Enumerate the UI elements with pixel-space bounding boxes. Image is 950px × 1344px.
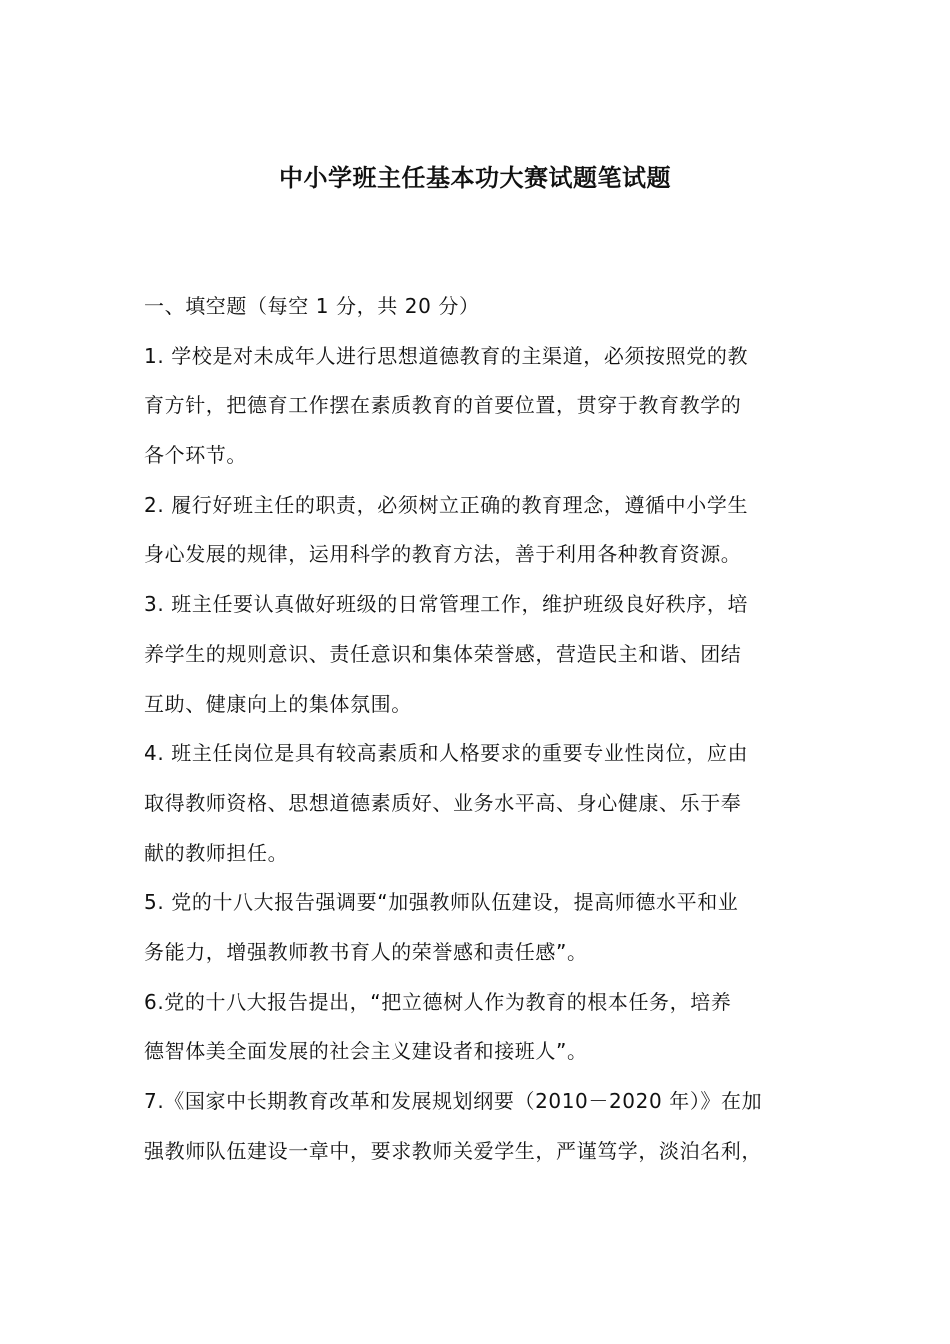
question-line: 育方针，把德育工作摆在素质教育的首要位置，贯穿于教育教学的: [144, 393, 742, 418]
question-line: 7.《国家中长期教育改革和发展规划纲要（2010－2020 年）》在加: [144, 1089, 763, 1113]
question-line: 取得教师资格、思想道德素质好、业务水平高、身心健康、乐于奉: [144, 790, 742, 815]
question-line: 5. 党的十八大报告强调要“加强教师队伍建设，提高师德水平和业: [144, 890, 739, 915]
question-line: 2. 履行好班主任的职责，必须树立正确的教育理念，遵循中小学生: [144, 492, 749, 517]
document-title: 中小学班主任基本功大赛试题笔试题: [279, 164, 671, 192]
question-2: [144, 481, 810, 580]
question-line: 6.党的十八大报告提出，“把立德树人作为教育的根本任务，培养: [144, 989, 732, 1014]
question-line: 德智体美全面发展的社会主义建设者和接班人”。: [144, 1039, 588, 1064]
section-heading-text: 一、填空题（每空 1 分，共 20 分）: [144, 294, 480, 318]
question-4: [144, 729, 810, 878]
question-1: [144, 332, 810, 481]
question-line: 互助、健康向上的集体氛围。: [144, 691, 412, 716]
question-5: [144, 878, 810, 977]
question-line: 各个环节。: [144, 443, 247, 468]
question-line: 养学生的规则意识、责任意识和集体荣誉感，营造民主和谐、团结: [144, 641, 742, 666]
question-line: 4. 班主任岗位是具有较高素质和人格要求的重要专业性岗位，应由: [144, 741, 749, 766]
question-line: 1. 学校是对未成年人进行思想道德教育的主渠道，必须按照党的教: [144, 343, 749, 368]
section-heading: [144, 282, 810, 332]
question-line: 务能力，增强教师教书育人的荣誉感和责任感”。: [144, 939, 588, 964]
question-line: 身心发展的规律，运用科学的教育方法，善于利用各种教育资源。: [144, 542, 742, 567]
question-3: [144, 580, 810, 729]
question-line: 献的教师担任。: [144, 840, 289, 865]
question-line: 3. 班主任要认真做好班级的日常管理工作，维护班级良好秩序，培: [144, 592, 749, 617]
document-body: [144, 282, 810, 1176]
question-line: 强教师队伍建设一章中，要求教师关爱学生，严谨笃学，淡泊名利，: [144, 1138, 762, 1163]
question-7: [144, 1077, 810, 1176]
question-6: [144, 978, 810, 1077]
